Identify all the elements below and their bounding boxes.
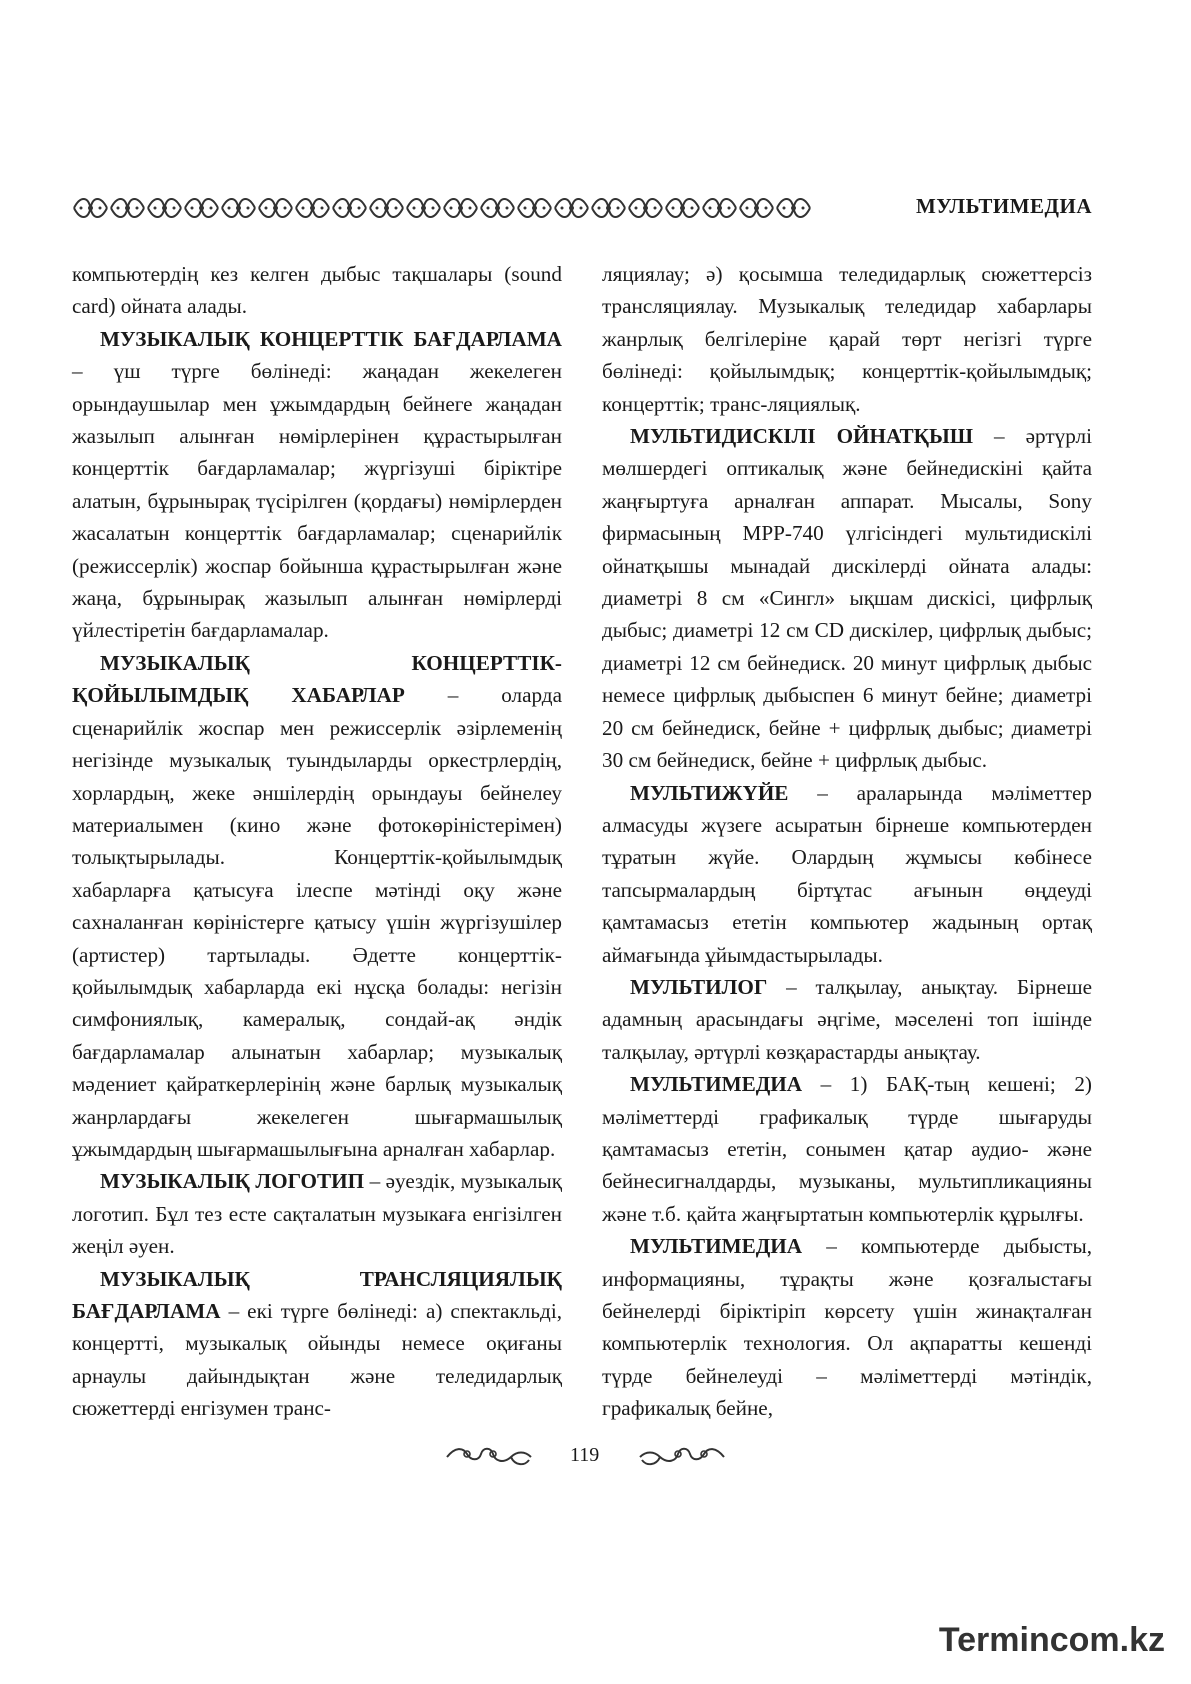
right-column — [602, 258, 1092, 1425]
entry-text: – талқылау, анықтау. Бірнеше адамның арасындағы әңгіме, мәселені топ ішінде талқылау, әртүрлі көзқарастарды анықтау. — [602, 974, 1092, 1064]
entry — [72, 647, 562, 1166]
page-header — [72, 190, 1092, 226]
entry-term: МУЛЬТИМЕДИА — [630, 1234, 803, 1259]
entry-text: – араларында мәліметтер алмасуды жүзеге асыратын бірнеше компьютерден тұратын жүйе. Олардың жұмысы көбінесе тапсырмалардың біртұтас ағынын өңдеуді қамтамасыз ететін компьютер жадының ортақ аймағында ұйымдастырылады. — [602, 780, 1092, 967]
entry-term: МУЗЫКАЛЫҚ ЛОГОТИП — [100, 1169, 365, 1194]
entry — [602, 1230, 1092, 1424]
entry — [72, 323, 562, 647]
entry — [72, 1165, 562, 1262]
watermark-logo: Termincom.kz — [939, 1616, 1165, 1664]
entry-continuation — [602, 258, 1092, 420]
entry-term: МУЛЬТИМЕДИА — [630, 1072, 803, 1097]
left-column — [72, 258, 562, 1425]
entry-text: – оларда сценарийлік жоспар мен режиссерлік әзірлеменің негізінде музыкалық туындыларды оркестрлердің, хорлардың, жеке әншілердің орындауы бейнелеу материалымен (кино және фотокөріністерімен) толықтырылады. Концерттік-қойылымдық хабарларға қатысуға ілеспе мәтінді оқу және сахналанған көріністерге қатысу үшін жүргізушілер (артистер) тартылады. Әдетте концерттік-қойылымдық хабарларда екі нұсқа болады: негізін симфониялық, камералық, сондай-ақ әндік бағдарламалар алынатын хабарлар; музыкалық мәдениет қайраткерлерінің және барлық музыкалық жанрлардағы жекелеген шығармашылық ұжымдардың шығармашылығына арналған хабарлар. — [72, 683, 562, 1161]
entry-text: – екі түрге бөлінеді: а) спектакльді, концертті, музыкалық ойынды немесе оқиғаны арнаулы дайындықтан және теледидарлық сюжеттерді енгізумен транс- — [72, 1299, 562, 1421]
footer-ornament-right-icon — [636, 1442, 726, 1477]
entry-text: – компьютерде дыбысты, информацияны, тұрақты және қозғалыстағы бейнелерді біріктіріп көрсету үшін жинақталған компьютерлік технология. Ол ақпаратты кешенді түрде бейнелеуді – мәліметтерді мәтіндік, графикалық бейне, — [602, 1234, 1092, 1421]
page-number: 119 — [570, 1444, 600, 1466]
footer-ornament-left-icon — [445, 1442, 535, 1477]
ornament-band-icon — [72, 194, 812, 222]
entry-text: – 1) БАҚ-тың кешені; 2) мәліметтерді графикалық түрде шығаруды қамтамасыз ететін, сонымен қатар аудио- және бейнесигналдарды, музыканы, мультипликацияны және т.б. қайта жаңғыртатын компьютерлік құрылғы. — [602, 1072, 1092, 1226]
running-title: МУЛЬТИМЕДИА — [915, 194, 1092, 218]
entry — [602, 1068, 1092, 1230]
entry-term: МУЛЬТИЛОГ — [630, 974, 768, 999]
entry — [72, 1263, 562, 1425]
entry-text: компьютердің кез келген дыбыс тақшалары (sound card) ойната алады. — [72, 262, 562, 319]
entry-text: – әртүрлі мөлшердегі оптикалық және бейнедискіні қайта жаңғыртуға арналған аппарат. Мысалы, Sony фирмасының MPP-740 үлгісіндегі мультидискілі ойнатқышы мынадай дискілерді ойната алады: диаметрі 8 см «Сингл» ықшам дискісі, цифрлық дыбыс; диаметрі 12 см CD дискілер, цифрлық дыбыс; диаметрі 12 см бейнедиск. 20 минут цифрлық дыбыс немесе цифрлық дыбыспен 6 минут бейне; диаметрі 20 см бейнедиск, бейне + цифрлық дыбыс; диаметрі 30 см бейнедиск, бейне + цифрлық дыбыс. — [602, 424, 1092, 773]
entry-term: МУЛЬТИДИСКІЛІ ОЙНАТҚЫШ — [630, 424, 974, 449]
entry — [602, 420, 1092, 776]
entry — [602, 777, 1092, 971]
entry-text: – үш түрге бөлінеді: жаңадан жекелеген орындаушылар мен ұжымдардың бейнеге жаңадан жазылып алынған нөмірлерінен құрастырылған концерттік бағдарламалар; жүргізуші біріктіре алатын, бұрынырақ түсірілген (қордағы) нөмірлерден жасалатын концерттік бағдарламалар; сценарийлік (режиссерлік) жоспар бойынша құрастырылған және жаңа, бұрынырақ жазылып алынған нөмірлерді үйлестіретін бағдарламалар. — [72, 359, 562, 643]
entry-term: МУЗЫКАЛЫҚ КОНЦЕРТТІК БАҒДАРЛАМА — [100, 326, 562, 351]
article-body — [72, 258, 1092, 1425]
entry-term: МУЗЫКАЛЫҚ КОНЦЕРТТІК-ҚОЙЫЛЫМДЫҚ ХАБАРЛАР — [72, 650, 562, 708]
entry-term: МУЗЫКАЛЫҚ ТРАНСЛЯЦИЯЛЫҚ БАҒДАРЛАМА — [72, 1266, 562, 1323]
entry-continuation — [72, 258, 562, 323]
entry-text: – әуездік, музыкалық логотип. Бұл тез есте сақталатын музыкаға енгізілген жеңіл әуен. — [72, 1169, 562, 1259]
entry — [602, 971, 1092, 1068]
entry-term: МУЛЬТИЖҮЙЕ — [630, 780, 789, 805]
entry-text: ляциялау; ә) қосымша теледидарлық сюжеттерсіз трансляциялау. Музыкалық теледидар хабарлары жанрлық белгілеріне қарай төрт негізгі түрге бөлінеді: қойылымдық; концерттік-қойылымдық; концерттік; транс-ляциялық. — [602, 262, 1092, 416]
page-footer — [0, 1440, 1191, 1476]
